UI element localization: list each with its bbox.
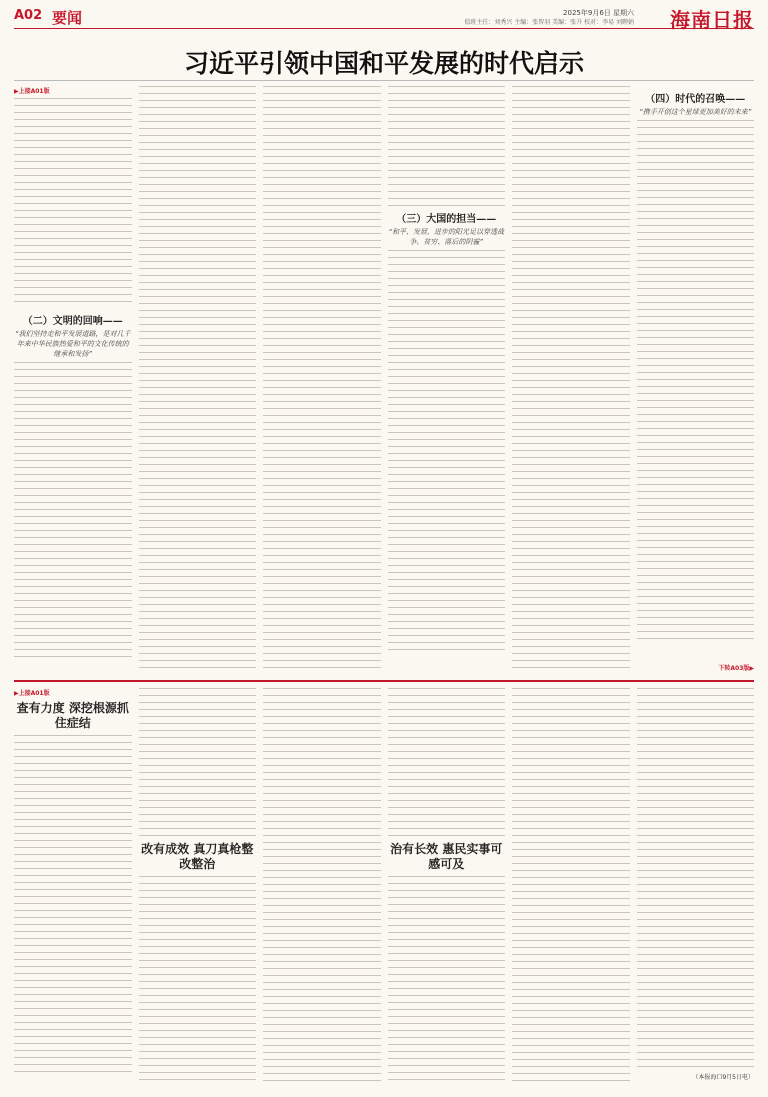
text-block (263, 688, 381, 1083)
text-block (512, 86, 630, 672)
top-column-6 (637, 86, 755, 672)
text-block (388, 688, 506, 838)
bottom-headline-2: 治有长效 惠民实事可感可及 (390, 842, 503, 871)
text-block (14, 362, 132, 662)
section-subhead-4: （四）时代的召唤—— (645, 94, 746, 105)
section-subhead-2: （二）文明的回响—— (22, 316, 123, 327)
bottom-continue-from: ▶上接A01版 (14, 690, 50, 697)
continue-from: ▶上接A01版 (14, 88, 50, 95)
text-block (14, 98, 132, 308)
main-headline: 习近平引领中国和平发展的时代启示 (183, 49, 584, 78)
text-block (388, 876, 506, 1081)
text-block (388, 250, 506, 650)
section-quote-4: “携手开创这个星球更加美好的未来” (639, 108, 752, 116)
dateline-tag: （本报海口9月5日电） (692, 1074, 754, 1081)
top-article-body (14, 86, 754, 672)
page-number: A02 (14, 8, 43, 23)
bottom-column-6 (637, 688, 755, 1083)
text-block (512, 688, 630, 1083)
bottom-column-2 (139, 688, 257, 1083)
continue-to: 下转A03版▶ (718, 665, 754, 672)
editors-line: 值班主任：刘秀兴 主编：张智羽 美编：张升 校对：李易 刘聘娟 (464, 19, 634, 26)
section-quote-2: “我们坚持走和平发展道路，是对几千年来中华民族热爱和平的文化传统的继承和发扬” (14, 330, 131, 358)
page-header (14, 6, 754, 32)
date-line: 2025年9月6日 星期六 (563, 9, 634, 17)
top-column-3 (263, 86, 381, 672)
text-block (388, 86, 506, 206)
masthead-logo: 海南日报 (670, 8, 754, 32)
bottom-subhead-1: 改有成效 真刀真枪整改整治 (141, 842, 254, 871)
top-column-1 (14, 86, 132, 672)
top-column-4 (388, 86, 506, 672)
section-quote-3: “和平、发展、进步的阳光足以穿透战争、贫穷、落后的阴霾” (388, 228, 505, 246)
section-divider (14, 680, 754, 682)
bottom-column-4 (388, 688, 506, 1083)
bottom-column-3 (263, 688, 381, 1083)
bottom-article-body (14, 688, 754, 1083)
text-block (637, 120, 755, 640)
section-name: 要闻 (52, 9, 83, 27)
text-block (139, 688, 257, 838)
text-block (139, 876, 257, 1083)
top-column-2 (139, 86, 257, 672)
section-subhead-3: （三）大国的担当—— (396, 214, 497, 225)
top-column-5 (512, 86, 630, 672)
text-block (139, 86, 257, 672)
bottom-column-5 (512, 688, 630, 1083)
text-block (263, 86, 381, 672)
text-block (14, 735, 132, 1075)
bottom-column-1 (14, 688, 132, 1083)
text-block (637, 688, 755, 1068)
headline-rule (14, 80, 754, 81)
bottom-headline-1: 查有力度 深挖根源抓住症结 (16, 701, 129, 730)
